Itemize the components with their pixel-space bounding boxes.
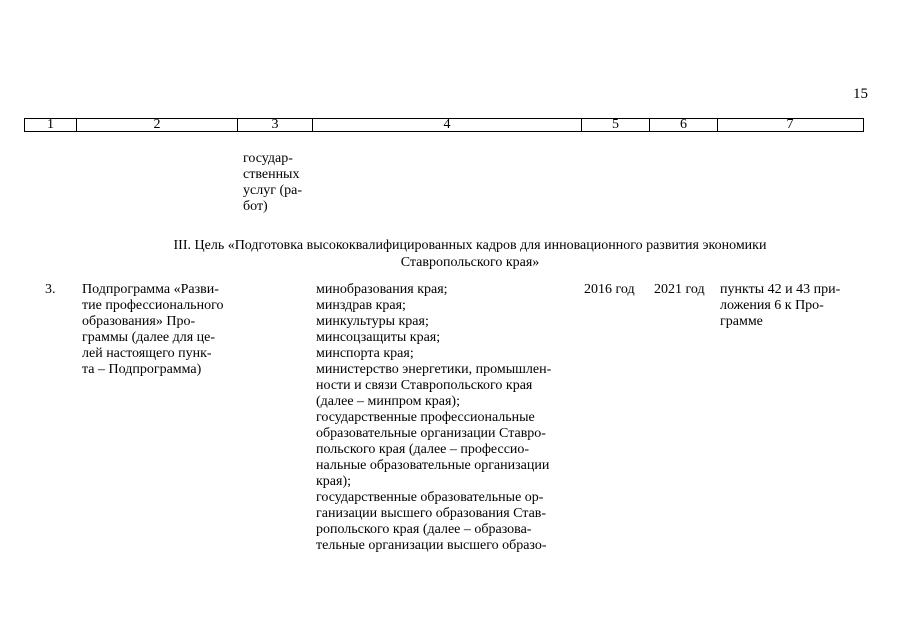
column-number-4: 4: [313, 119, 582, 131]
text-line: ложения 6 к Про-: [720, 298, 824, 313]
text-line: минсоцзащиты края;: [316, 330, 441, 345]
continuation-column-3: [243, 151, 311, 215]
page-number: 15: [853, 86, 868, 102]
text-line: государ-: [243, 151, 293, 166]
text-line: тие профессионального: [82, 298, 224, 313]
column-number-3: 3: [238, 119, 313, 131]
text-line: лей настоящего пунк-: [82, 346, 212, 361]
text-line: министерство энергетики, промышлен-: [316, 362, 552, 377]
section-title-line-1: III. Цель «Подготовка высококвалифицированных кадров для инновационного развития экономики: [173, 238, 767, 253]
text-line: услуг (ра-: [243, 183, 302, 198]
row-executors: [316, 282, 578, 554]
text-line: минздрав края;: [316, 298, 406, 313]
text-line: бот): [243, 199, 268, 214]
row-number: 3.: [45, 282, 56, 297]
text-line: нальные образовательные организации: [316, 458, 550, 473]
row-reference: [720, 282, 862, 330]
section-title: [120, 237, 820, 271]
text-line: ственных: [243, 167, 300, 182]
text-line: образовательные организации Ставро-: [316, 426, 546, 441]
column-number-6: 6: [650, 119, 718, 131]
column-number-2: 2: [77, 119, 238, 131]
text-line: образования» Про-: [82, 314, 196, 329]
text-line: та – Подпрограмма): [82, 362, 202, 377]
text-line: минобразования края;: [316, 282, 448, 297]
text-line: минкультуры края;: [316, 314, 429, 329]
text-line: ганизации высшего образования Став-: [316, 506, 547, 521]
text-line: государственные образовательные ор-: [316, 490, 544, 505]
table-column-numbers-row: [24, 118, 864, 132]
section-title-line-2: Ставропольского края»: [400, 255, 540, 270]
text-line: грамме: [720, 314, 763, 329]
column-number-5: 5: [582, 119, 650, 131]
text-line: ропольского края (далее – образова-: [316, 522, 532, 537]
text-line: пункты 42 и 43 при-: [720, 282, 841, 297]
text-line: минспорта края;: [316, 346, 414, 361]
row-end-year: 2021 год: [654, 282, 705, 297]
text-line: Подпрограмма «Разви-: [82, 282, 219, 297]
text-line: края);: [316, 474, 352, 489]
text-line: тельные организации высшего образо-: [316, 538, 547, 553]
text-line: польского края (далее – профессио-: [316, 442, 530, 457]
row-start-year: 2016 год: [584, 282, 635, 297]
text-line: государственные профессиональные: [316, 410, 535, 425]
text-line: (далее – минпром края);: [316, 394, 460, 409]
text-line: граммы (далее для це-: [82, 330, 216, 345]
text-line: ности и связи Ставропольского края: [316, 378, 533, 393]
row-name: [82, 282, 234, 378]
column-number-1: 1: [25, 119, 77, 131]
column-number-7: 7: [786, 117, 794, 132]
